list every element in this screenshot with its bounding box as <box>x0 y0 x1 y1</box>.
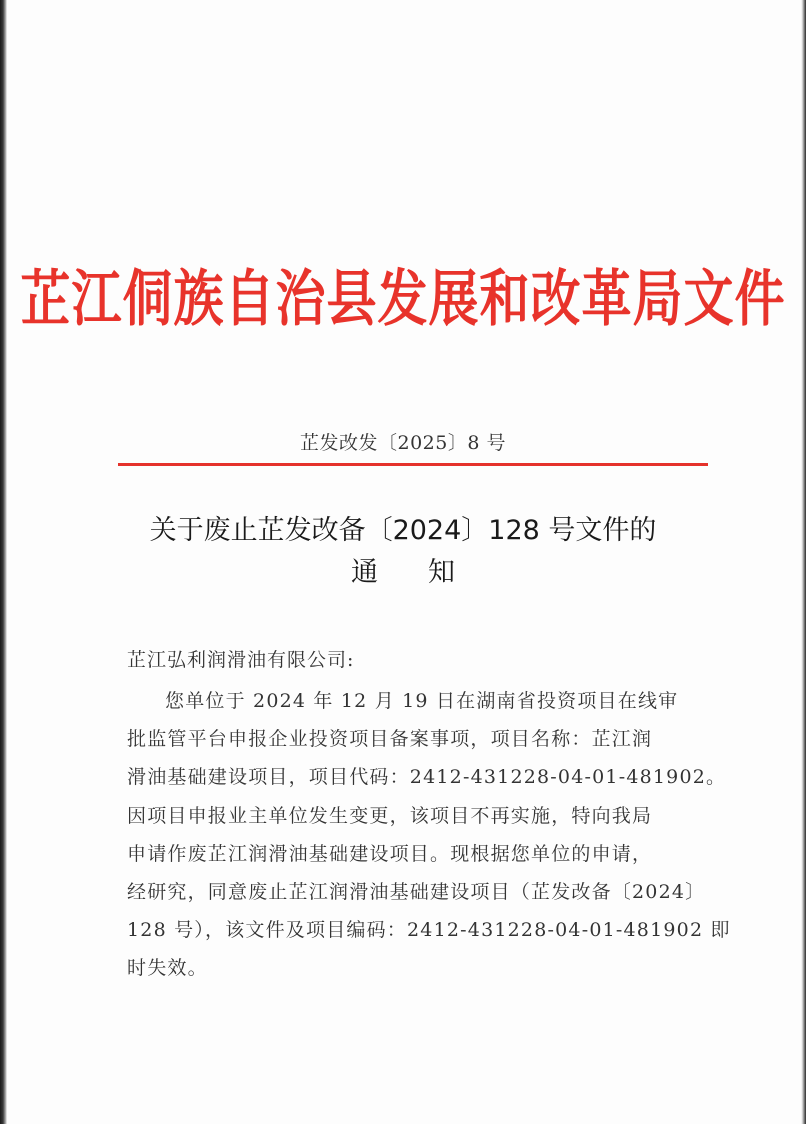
body-line: 滑油基础建设项目，项目代码：2412-431228-04-01-481902。 <box>127 766 727 789</box>
document-number: 芷发改发〔2025〕8 号 <box>300 432 506 454</box>
body-line: 因项目申报业主单位发生变更，该项目不再实施，特向我局 <box>127 804 653 827</box>
red-divider-line <box>118 463 708 466</box>
body-line: 申请作废芷江润滑油基础建设项目。现根据您单位的申请， <box>127 842 653 865</box>
notice-title-line-2: 通知 <box>351 557 505 588</box>
notice-body <box>127 682 731 988</box>
salutation: 芷江弘利润滑油有限公司: <box>127 649 355 671</box>
body-line: 经研究，同意废止芷江润滑油基础建设项目（芷发改备〔2024〕 <box>127 881 706 904</box>
body-line: 时失效。 <box>127 957 208 980</box>
notice-title-line-1: 关于废止芷发改备〔2024〕128 号文件的 <box>149 515 657 546</box>
issuer-header-title: 芷江侗族自治县发展和改革局文件 <box>20 262 786 334</box>
body-line: 批监管平台申报企业投资项目备案事项，项目名称：芷江润 <box>127 728 653 751</box>
notice-title <box>0 510 806 594</box>
body-line: 128 号），该文件及项目编码：2412-431228-04-01-481902 即 <box>127 919 731 942</box>
body-line: 您单位于 2024 年 12 月 19 日在湖南省投资项目在线审 <box>165 690 679 712</box>
